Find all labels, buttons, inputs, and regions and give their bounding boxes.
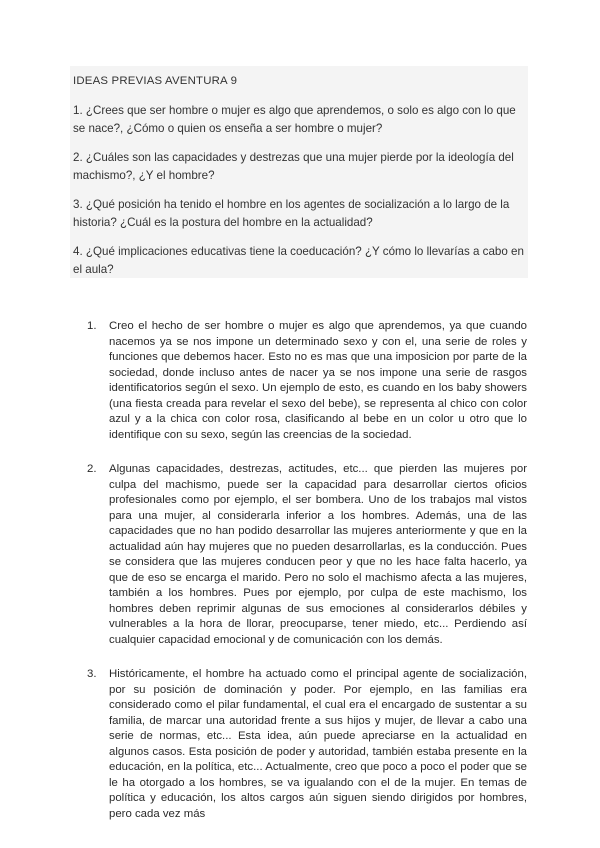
question-3: 3. ¿Qué posición ha tenido el hombre en los agentes de socialización a lo largo de la historia? ¿Cuál es la postura del hombre en la actualidad?	[73, 198, 510, 229]
answer-number: 1.	[87, 320, 97, 332]
questions-block	[70, 66, 528, 278]
answer-number: 2.	[87, 463, 97, 475]
answer-item	[87, 462, 527, 648]
answer-text: Creo el hecho de ser hombre o mujer es algo que aprendemos, ya que cuando nacemos ya se nos impone un determinado sexo y con el, una serie de roles y funciones que debemos hacer. Esto no es mas que una imposicion por parte de la sociedad, donde incluso antes de nacer ya se nos impone una serie de rasgos identificatorios según el sexo. Un ejemplo de esto, es cuando en los baby showers (una fiesta creada para revelar el sexo del bebe), se representa al chico con color azul y a la chica con color rosa, clasificando al bebe en un color u otro que lo identifique con su sexo, según las creencias de la sociedad.	[109, 320, 527, 441]
answer-item	[87, 319, 527, 443]
answer-number: 3.	[87, 668, 97, 680]
question-4: 4. ¿Qué implicaciones educativas tiene la coeducación? ¿Y cómo lo llevarías a cabo en el aula?	[73, 245, 524, 276]
document-title: IDEAS PREVIAS AVENTURA 9	[73, 75, 238, 87]
answer-text: Históricamente, el hombre ha actuado como el principal agente de socialización, por su posición de dominación y poder. Por ejemplo, en las familias era considerado como el pilar fundamental, el cual era el encargado de sustentar a su familia, de marcar una autoridad frente a sus hijos y mujer, de llevar a cabo una serie de normas, etc... Esta idea, aún puede apreciarse en la actualidad en algunos casos. Esta posición de poder y autoridad, también estaba presente en la educación, en la política, etc... Actualmente, creo que poco a poco el poder que se le ha otorgado a los hombres, se va igualando con el de la mujer. En temas de política y educación, los altos cargos aún siguen siendo dirigidos por hombres, pero cada vez más	[109, 668, 527, 820]
question-1: 1. ¿Crees que ser hombre o mujer es algo que aprendemos, o solo es algo con lo que se nace?, ¿Cómo o quien os enseña a ser hombre o mujer?	[73, 104, 516, 135]
answer-text: Algunas capacidades, destrezas, actitudes, etc... que pierden las mujeres por culpa del machismo, puede ser la capacidad para desarrollar ciertos oficios profesionales como por ejemplo, el ser bombera. Uno de los trabajos mal vistos para una mujer, al considerarla inferior a los hombres. Además, una de las capacidades que no han podido desarrollar las mujeres anteriormente y que en la actualidad aún hay mujeres que no pueden desarrollarlas, es la conducción. Pues se considera que las mujeres conducen peor y que no les hace falta hacerlo, ya que de eso se encarga el marido. Pero no solo el machismo afecta a las mujeres, también a los hombres. Pues por ejemplo, por culpa de este machismo, los hombres deben reprimir algunas de sus emociones al considerarlos débiles y vulnerables a la hora de llorar, preocuparse, tener miedo, etc... Perdiendo así cualquier capacidad emocional y de comunicación con los demás.	[109, 463, 527, 646]
answer-item	[87, 667, 527, 822]
question-2: 2. ¿Cuáles son las capacidades y destrezas que una mujer pierde por la ideología del machismo?, ¿Y el hombre?	[73, 151, 514, 182]
answers-list	[87, 319, 527, 841]
